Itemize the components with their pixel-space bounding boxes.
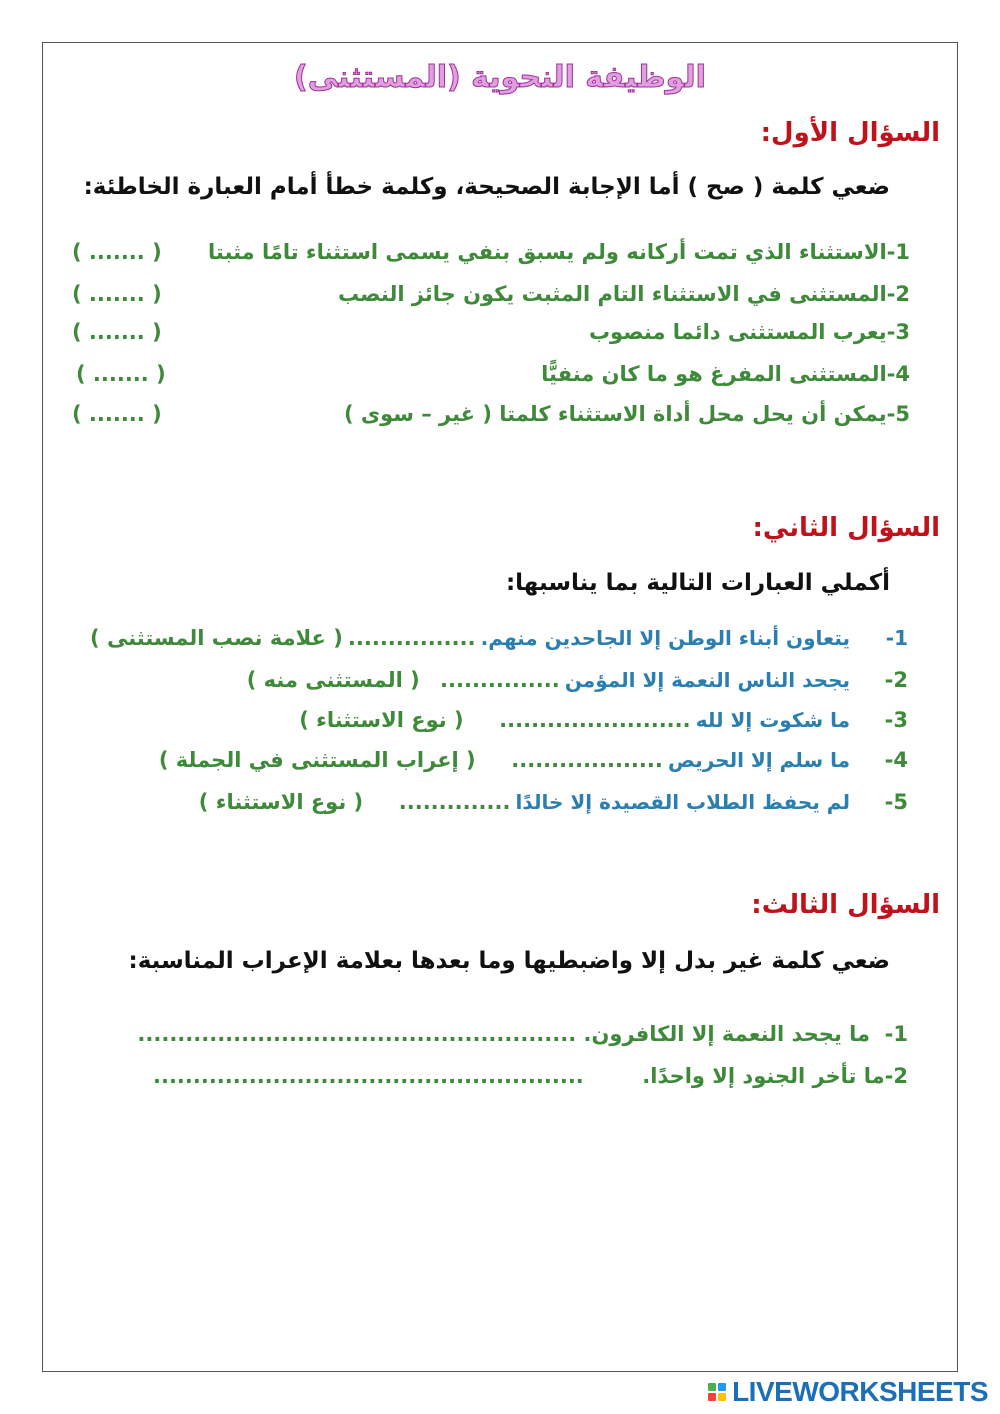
q1-item-2-blank[interactable]: ( ....... ) <box>72 282 162 306</box>
q1-heading: السؤال الأول: <box>760 118 940 148</box>
q2-item-2-dots[interactable]: ............... <box>440 668 560 692</box>
q1-item-4 <box>541 362 910 386</box>
q1-item-4-blank[interactable]: ( ....... ) <box>76 362 166 386</box>
q3-item-2-answer[interactable]: ...................................................... <box>152 1064 584 1088</box>
q2-item-4-dots[interactable]: ................... <box>511 748 663 772</box>
brand-name: LIVEWORKSHEETS <box>732 1376 988 1407</box>
q3-item-1-answer[interactable]: ....................................................... <box>137 1022 577 1046</box>
q2-item-1-number: 1- <box>885 626 908 650</box>
q3-item-2-text: ما تأخر الجنود إلا واحدًا. <box>642 1064 885 1088</box>
q2-instruction: أكملي العبارات التالية بما يناسبها: <box>505 570 890 596</box>
q1-item-3-number: 3- <box>886 320 910 344</box>
q2-heading: السؤال الثاني: <box>752 513 940 543</box>
liveworksheets-logo-icon <box>708 1383 726 1401</box>
q2-item-3-text: ما شكوت إلا لله <box>695 708 850 732</box>
q1-item-3-blank[interactable]: ( ....... ) <box>72 320 162 344</box>
q1-item-5-text: يمكن أن يحل محل أداة الاستثناء كلمتا ( غير – سوى ) <box>343 402 887 426</box>
q2-item-3-hint: ( نوع الاستثناء ) <box>299 708 464 732</box>
q1-item-1-text: الاستثناء الذي تمت أركانه ولم يسبق بنفي يسمى استثناء تامًا مثبتا <box>208 240 887 264</box>
q2-item-4-number: 4- <box>884 748 908 772</box>
q1-item-5-number: 5- <box>886 402 910 426</box>
q1-item-3-text: يعرب المستثنى دائما منصوب <box>588 320 887 344</box>
q1-item-2-text: المستثنى في الاستثناء التام المثبت يكون جائز النصب <box>337 282 887 306</box>
liveworksheets-logo[interactable] <box>708 1376 988 1408</box>
q2-item-3 <box>299 708 850 732</box>
q1-item-1-blank[interactable]: ( ....... ) <box>72 240 162 264</box>
q1-item-1-number: 1- <box>886 240 910 264</box>
worksheet-title: الوظيفة النحوية (المستثنى) <box>294 60 706 95</box>
q3-heading: السؤال الثالث: <box>751 890 940 920</box>
q3-item-1-text: ما يجحد النعمة إلا الكافرون. <box>583 1022 871 1046</box>
q2-item-4 <box>159 748 850 772</box>
q1-instruction: ضعي كلمة ( صح ) أما الإجابة الصحيحة، وكلمة خطأ أمام العبارة الخاطئة: <box>83 174 890 200</box>
q1-item-5-blank[interactable]: ( ....... ) <box>72 402 162 426</box>
q2-item-2-text: يجحد الناس النعمة إلا المؤمن <box>564 668 850 692</box>
q2-item-5-dots[interactable]: .............. <box>398 790 511 814</box>
q1-item-2 <box>338 282 910 306</box>
q1-item-5 <box>344 402 910 426</box>
q3-instruction: ضعي كلمة غير بدل إلا واضبطيها وما بعدها بعلامة الإعراب المناسبة: <box>128 948 890 974</box>
q2-item-1-hint: ( علامة نصب المستثنى ) <box>90 626 343 650</box>
q2-item-1-dots[interactable]: ................ <box>347 626 476 650</box>
q1-item-4-text: المستثنى المفرغ هو ما كان منفيًّا <box>541 362 887 386</box>
q2-item-5-number: 5- <box>884 790 908 814</box>
q2-item-1 <box>90 626 850 650</box>
q2-item-2 <box>247 668 850 692</box>
q3-item-2 <box>153 1064 908 1088</box>
q2-item-4-text: ما سلم إلا الحريص <box>667 748 850 772</box>
q1-item-2-number: 2- <box>886 282 910 306</box>
q3-item-2-number: 2- <box>884 1064 908 1088</box>
q2-item-5-text: لم يحفظ الطلاب القصيدة إلا خالدًا <box>515 790 850 814</box>
q2-item-2-number: 2- <box>884 668 908 692</box>
q1-item-1 <box>208 240 910 264</box>
q1-item-4-number: 4- <box>886 362 910 386</box>
q2-item-5-hint: ( نوع الاستثناء ) <box>198 790 364 814</box>
q3-item-1 <box>137 1022 908 1046</box>
q2-item-3-number: 3- <box>884 708 908 732</box>
q2-item-1-text: يتعاون أبناء الوطن إلا الجاحدين منهم. <box>480 626 850 650</box>
q2-item-5 <box>199 790 850 814</box>
q2-item-2-hint: ( المستثنى منه ) <box>246 668 420 692</box>
q3-item-1-number: 1- <box>884 1022 908 1046</box>
q2-item-4-hint: ( إعراب المستثنى في الجملة ) <box>158 748 476 772</box>
q2-item-3-dots[interactable]: ........................ <box>499 708 691 732</box>
q1-item-3 <box>589 320 910 344</box>
